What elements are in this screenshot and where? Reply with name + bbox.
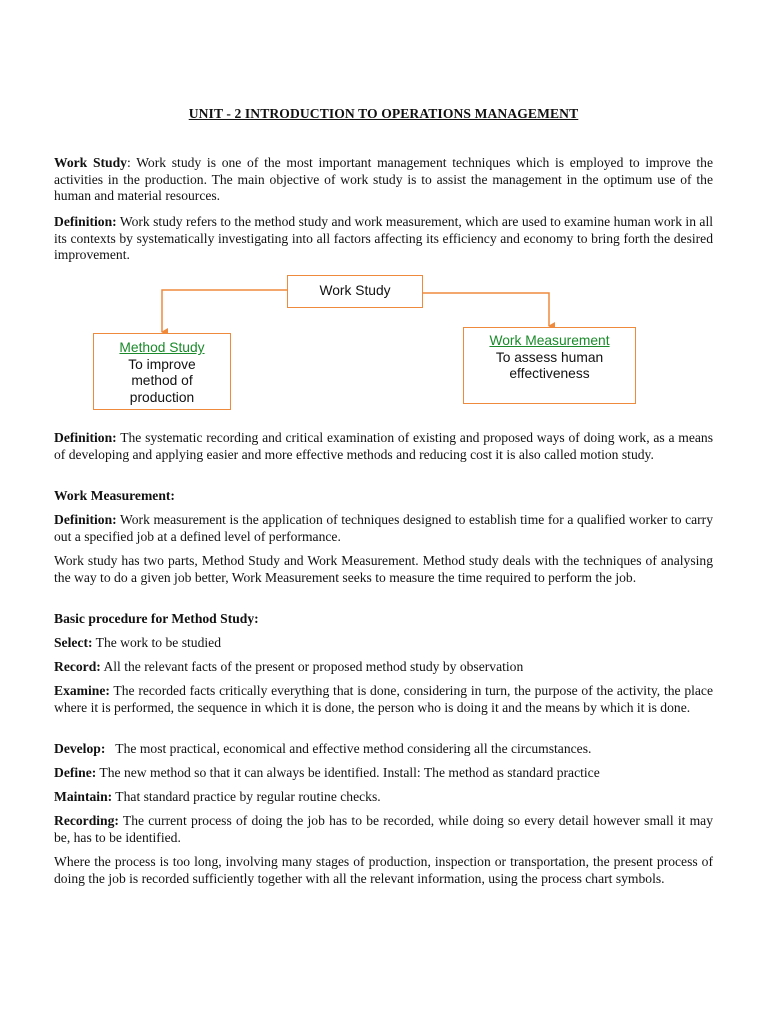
work-measurement-text: To assess human effectiveness xyxy=(495,349,604,382)
paragraph-text: The work to be studied xyxy=(92,635,221,650)
method-study-text: To improve method of production xyxy=(128,356,196,405)
paragraph-text: The systematic recording and critical examination of existing and proposed ways of doing work, as a means of developing and applying easier and more effective methods and reducing cost it is also called motion study. xyxy=(54,430,713,462)
paragraph-work-study xyxy=(54,155,713,205)
paragraph-definition-method-study xyxy=(54,430,713,463)
term-label: Work Study xyxy=(54,155,127,170)
paragraph-two-parts: Work study has two parts, Method Study and Work Measurement. Method study deals with the techniques of analysing the way to do a given job better, Work Measurement seeks to measure the time required to perform the job. xyxy=(54,553,713,585)
heading-work-measurement: Work Measurement: xyxy=(54,488,175,503)
term-label: Develop: xyxy=(54,741,106,756)
term-label: Definition: xyxy=(54,430,117,445)
term-label: Record: xyxy=(54,659,101,674)
term-label: Select: xyxy=(54,635,93,650)
heading-basic-procedure: Basic procedure for Method Study: xyxy=(54,611,259,626)
page-title: UNIT - 2 INTRODUCTION TO OPERATIONS MANAGEMENT xyxy=(188,106,579,121)
term-label: Definition: xyxy=(54,214,117,229)
work-study-diagram xyxy=(54,270,713,420)
paragraph-text: : Work study is one of the most important management techniques which is employed to improve the activities in the production. The main objective of work study is to assist the management in the optimum use of the human and material resources. xyxy=(54,155,713,204)
connector-left xyxy=(162,290,287,332)
paragraph-text: All the relevant facts of the present or proposed method study by observation xyxy=(100,659,524,674)
step-develop xyxy=(54,741,713,758)
step-recording xyxy=(54,813,713,846)
paragraph-process-chart: Where the process is too long, involving many stages of production, inspection or transportation, the present process of doing the job is recorded sufficiently together with all the relevant information, using the process chart symbols. xyxy=(54,854,713,886)
paragraph-text: The recorded facts critically everything that is done, considering in turn, the purpose of the activity, the place where it is performed, the sequence in which it is done, the person who is doing it and the means by which it is done. xyxy=(54,683,713,715)
method-study-title: Method Study xyxy=(119,340,205,355)
connector-right xyxy=(423,293,549,326)
term-label: Definition: xyxy=(54,512,117,527)
term-label: Recording: xyxy=(54,813,119,828)
work-measurement-title: Work Measurement xyxy=(489,333,610,348)
step-examine xyxy=(54,683,713,716)
paragraph-definition-work-study xyxy=(54,214,713,264)
paragraph-definition-work-measurement xyxy=(54,512,713,545)
paragraph-text: The current process of doing the job has to be recorded, while doing so every detail however small it may be, has to be identified. xyxy=(54,813,713,845)
method-study-box xyxy=(93,333,231,410)
step-select xyxy=(54,635,713,652)
step-define xyxy=(54,765,713,782)
paragraph-text: That standard practice by regular routine checks. xyxy=(112,789,381,804)
work-measurement-box xyxy=(463,327,636,404)
term-label: Maintain: xyxy=(54,789,113,804)
step-maintain xyxy=(54,789,713,806)
term-label: Examine: xyxy=(54,683,110,698)
term-label: Define: xyxy=(54,765,97,780)
paragraph-text: Work measurement is the application of techniques designed to establish time for a qualified worker to carry out a specified job at a defined level of performance. xyxy=(54,512,713,544)
work-study-label: Work Study xyxy=(319,283,391,298)
step-record xyxy=(54,659,713,676)
paragraph-text: Work study refers to the method study and work measurement, which are used to examine human work in all its contexts by systematically investigating into all factors affecting its efficiency and economy to bring forth the desired improvement. xyxy=(54,214,713,263)
paragraph-text: The new method so that it can always be identified. Install: The method as standard practice xyxy=(96,765,600,780)
paragraph-text: The most practical, economical and effective method considering all the circumstances. xyxy=(105,741,592,756)
work-study-box xyxy=(287,275,423,308)
